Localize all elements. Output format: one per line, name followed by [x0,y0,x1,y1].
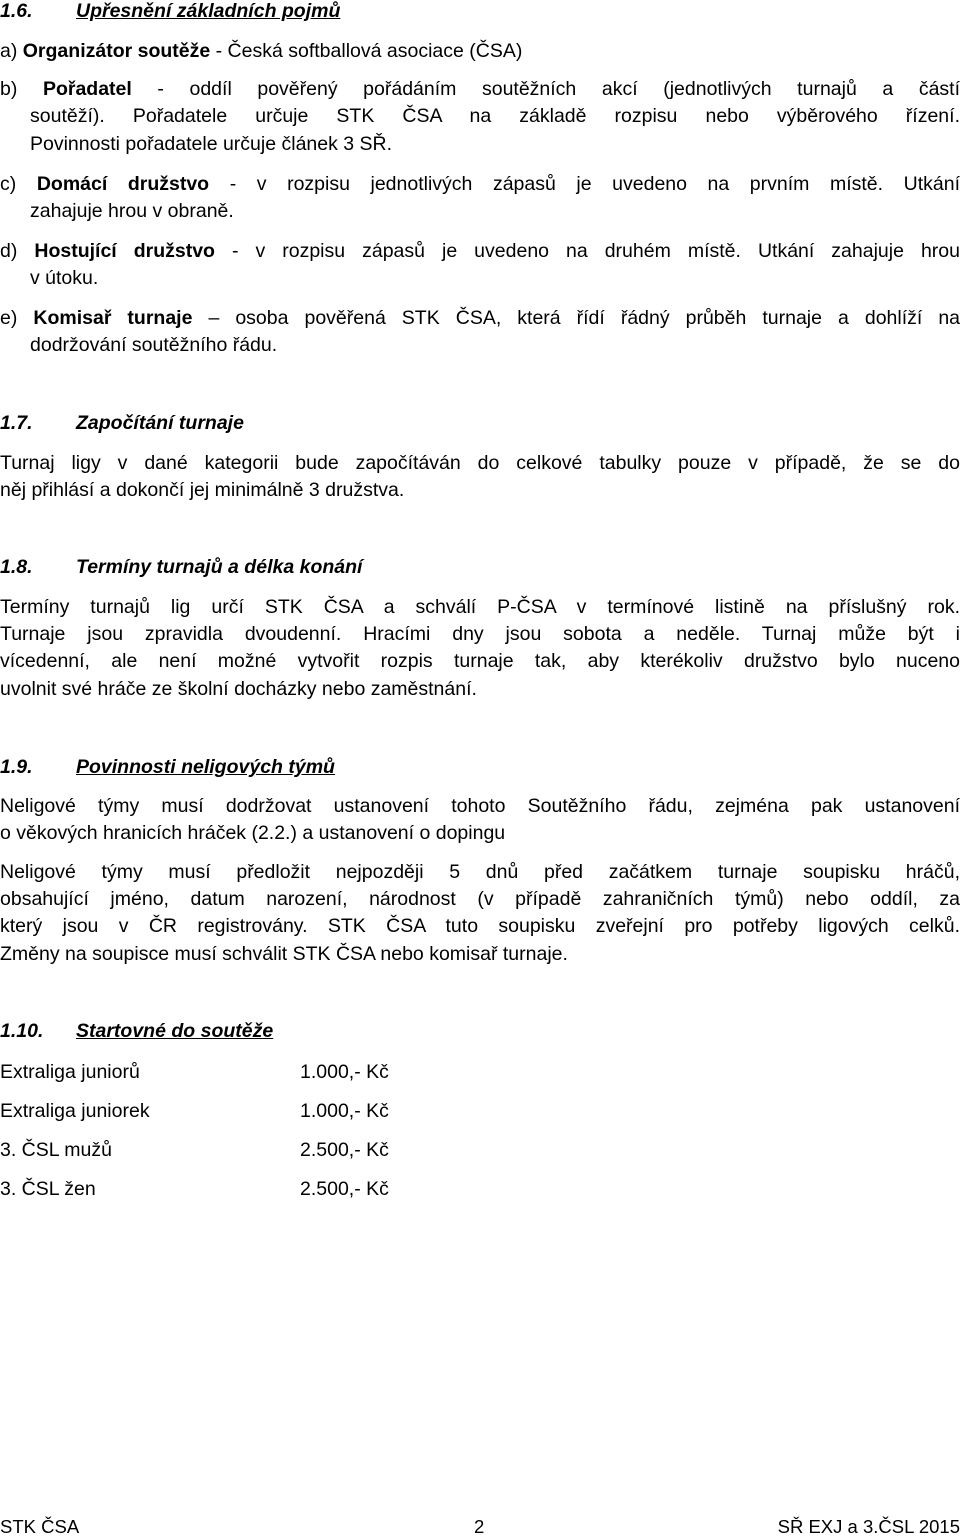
s17-line2: něj přihlásí a dokončí jej minimálně 3 družstva. [0,479,405,501]
s18-line2: Turnaje jsou zpravidla dvoudenní. Hracími dny jsou sobota a neděle. Turnaj může být i [0,623,960,645]
s18-line1: Termíny turnajů lig určí STK ČSA a schválí P-ČSA v termínové listině na příslušný rok. [0,596,960,618]
definition-text: - Česká softballová asociace (ČSA) [215,40,523,62]
s19-p1-line1: Neligové týmy musí dodržovat ustanovení tohoto Soutěžního řádu, zejména pak ustanovení [0,795,960,817]
s18-line4: uvolnit své hráče ze školní docházky nebo zaměstnání. [0,678,477,700]
definition-text: - v rozpisu zápasů je uvedeno na druhém místě. Utkání zahajuje hrou [231,240,960,262]
s19-p2-line3: který jsou v ČR registrovány. STK ČSA tuto soupisku zveřejní pro potřeby ligových celků. [0,915,960,937]
section-1-9-heading [0,756,335,779]
term: Komisař turnaje [33,307,193,329]
definition-d-line2: v útoku. [30,267,99,289]
definition-text: - oddíl pověřený pořádáním soutěžních akcí (jednotlivých turnajů a částí [157,78,960,100]
footer-page-number: 2 [474,1516,485,1537]
fee-row [0,1061,140,1084]
item-prefix: e) [0,307,18,329]
term: Hostující družstvo [34,240,215,262]
definition-b-line3: Povinnosti pořadatele určuje článek 3 SŘ. [30,133,393,155]
fee-amount: 1.000,- Kč [300,1061,389,1083]
fee-label: 3. ČSL mužů [0,1139,112,1161]
definition-b [0,78,960,101]
definition-c-line2: zahajuje hrou v obraně. [30,200,234,222]
s19-p1-line2: o věkových hranicích hráček (2.2.) a ustanovení o dopingu [0,822,506,844]
section-number: 1.10. [0,1020,44,1042]
section-title: Startovné do soutěže [76,1020,274,1042]
section-title: Započítání turnaje [76,412,244,434]
fee-label: 3. ČSL žen [0,1178,96,1200]
footer-left: STK ČSA [0,1516,80,1537]
fee-row [0,1100,150,1123]
section-number: 1.9. [0,756,33,778]
term: Domácí družstvo [36,173,210,195]
definition-b-line2: soutěží). Pořadatele určuje STK ČSA na základě rozpisu nebo výběrového řízení. [30,105,960,127]
definition-e-line2: dodržování soutěžního řádu. [30,334,278,356]
section-number: 1.8. [0,556,33,578]
fee-row [0,1178,96,1201]
section-title: Povinnosti neligových týmů [76,756,335,778]
fee-label: Extraliga juniorů [0,1061,140,1083]
definition-d [0,240,960,263]
fee-label: Extraliga juniorek [0,1100,150,1122]
item-prefix: d) [0,240,18,262]
term: Pořadatel [42,78,132,100]
definition-e [0,307,960,330]
fee-amount: 2.500,- Kč [300,1139,389,1161]
fee-amount: 1.000,- Kč [300,1100,389,1122]
term: Organizátor soutěže [22,40,211,62]
section-1-8-heading [0,556,362,579]
s18-line3: vícedenní, ale není možné vytvořit rozpis turnaje tak, aby kterékoliv družstvo bylo nuceno [0,650,960,672]
s19-p2-line2: obsahující jméno, datum narození, národnost (v případě zahraničních týmů) nebo oddíl, za [0,888,960,910]
section-title: Termíny turnajů a délka konání [76,556,363,578]
item-prefix: b) [0,78,18,100]
item-prefix: c) [0,173,17,195]
section-number: 1.7. [0,412,33,434]
s17-line1: Turnaj ligy v dané kategorii bude započítáván do celkové tabulky pouze v případě, že se do [0,452,960,474]
section-number: 1.6. [0,0,33,22]
definition-text: – osoba pověřená STK ČSA, která řídí řádný průběh turnaje a dohlíží na [208,307,960,329]
fee-row [0,1139,112,1162]
s19-p2-line4: Změny na soupisce musí schválit STK ČSA nebo komisař turnaje. [0,943,568,965]
section-1-6-heading [0,0,340,23]
s19-p2-line1: Neligové týmy musí předložit nejpozději 5 dnů před začátkem turnaje soupisku hráčů, [0,861,960,883]
item-prefix: a) [0,40,18,62]
section-title: Upřesnění základních pojmů [76,0,341,22]
section-1-10-heading [0,1020,273,1043]
definition-a [0,40,522,63]
fee-amount: 2.500,- Kč [300,1178,389,1200]
definition-text: - v rozpisu jednotlivých zápasů je uvedeno na prvním místě. Utkání [229,173,960,195]
footer-right: SŘ EXJ a 3.ČSL 2015 [777,1516,960,1537]
section-1-7-heading [0,412,244,435]
definition-c [0,173,960,196]
